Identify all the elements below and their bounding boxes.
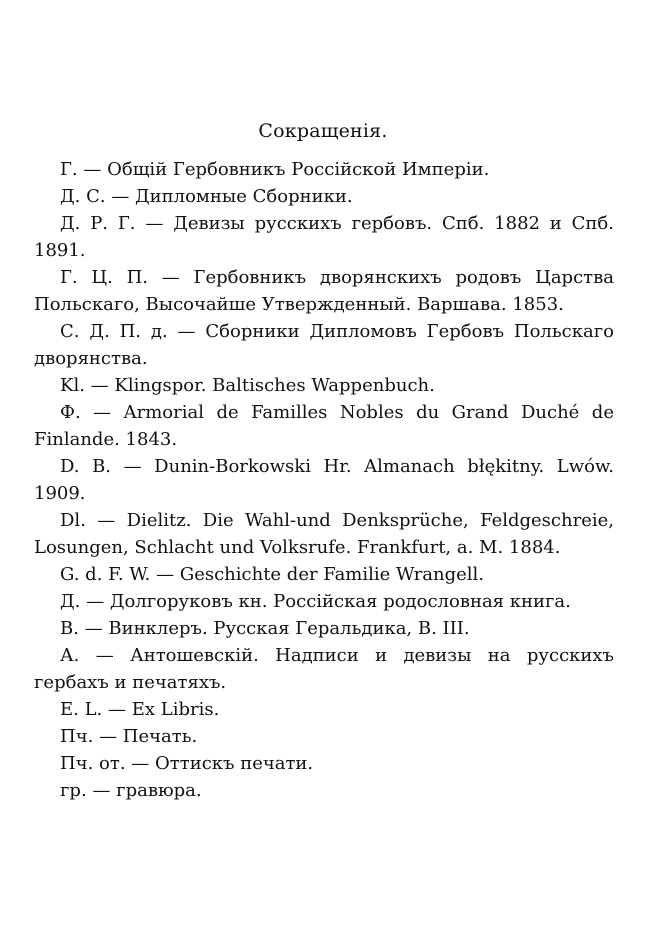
entry-abbr: Kl.	[60, 375, 85, 396]
entry-abbr: А.	[60, 645, 80, 666]
list-item	[34, 264, 614, 318]
list-item	[34, 723, 614, 750]
list-item	[34, 156, 614, 183]
entry-abbr: G. d. F. W.	[60, 564, 151, 585]
entry-text: — Долгоруковъ кн. Россійская родословная книга.	[86, 591, 571, 612]
list-item	[34, 183, 614, 210]
entry-abbr: Dl.	[60, 510, 86, 531]
entry-abbr: Пч. от.	[60, 753, 126, 774]
list-item	[34, 210, 614, 264]
list-item	[34, 615, 614, 642]
entry-abbr: С. Д. П. д.	[60, 321, 168, 342]
entry-text: — Девизы русскихъ гербовъ. Спб. 1882 и Спб. 1891.	[34, 213, 614, 261]
entry-text: — Печать.	[99, 726, 198, 747]
list-item	[34, 588, 614, 615]
entry-abbr: Г.	[60, 159, 78, 180]
entry-text: — Антошевскій. Надписи и девизы на русскихъ гербахъ и печатяхъ.	[34, 645, 614, 693]
entry-abbr: Г. Ц. П.	[60, 267, 148, 288]
entry-text: — Ex Libris.	[108, 699, 220, 720]
entry-abbr: D. B.	[60, 456, 112, 477]
entry-abbr: гр.	[60, 780, 87, 801]
entry-text: — Geschichte der Familie Wrangell.	[156, 564, 485, 585]
entry-text: — Винклеръ. Русская Геральдика, В. III.	[84, 618, 470, 639]
entry-text: — Сборники Дипломовъ Гербовъ Польскаго дворянства.	[34, 321, 614, 369]
entry-abbr: Д.	[60, 591, 81, 612]
entry-text: — Дипломные Сборники.	[111, 186, 353, 207]
list-item	[34, 318, 614, 372]
entry-text: — Dielitz. Die Wahl-und Denksprüche, Feldgeschreie, Losungen, Schlacht und Volksrufe. Frankfurt, a. M. 1884.	[34, 510, 614, 558]
entry-abbr: Пч.	[60, 726, 94, 747]
entry-abbr: В.	[60, 618, 79, 639]
list-item	[34, 777, 614, 804]
list-item	[34, 642, 614, 696]
list-item	[34, 750, 614, 777]
entry-text: — Armorial de Familles Nobles du Grand Duché de Finlande. 1843.	[34, 402, 614, 450]
entry-text: — Dunin-Borkowski Hr. Almanach błękitny. Lwów. 1909.	[34, 456, 614, 504]
list-item	[34, 399, 614, 453]
abbreviations-list	[34, 156, 614, 804]
list-item	[34, 696, 614, 723]
entry-text: — Klingspor. Baltisches Wappenbuch.	[90, 375, 435, 396]
list-item	[34, 561, 614, 588]
entry-abbr: Ф.	[60, 402, 81, 423]
entry-text: — Оттискъ печати.	[131, 753, 314, 774]
entry-abbr: Д. С.	[60, 186, 106, 207]
entry-text: — гравюра.	[92, 780, 202, 801]
entry-abbr: E. L.	[60, 699, 103, 720]
list-item	[34, 507, 614, 561]
entry-abbr: Д. Р. Г.	[60, 213, 136, 234]
page-title: Сокращенія.	[258, 120, 388, 142]
entry-text: — Общій Гербовникъ Россійской Имперіи.	[83, 159, 490, 180]
list-item	[34, 372, 614, 399]
entry-text: — Гербовникъ дворянскихъ родовъ Царства Польскаго, Высочайше Утвержденный. Варшава. 1853.	[34, 267, 614, 315]
list-item	[34, 453, 614, 507]
